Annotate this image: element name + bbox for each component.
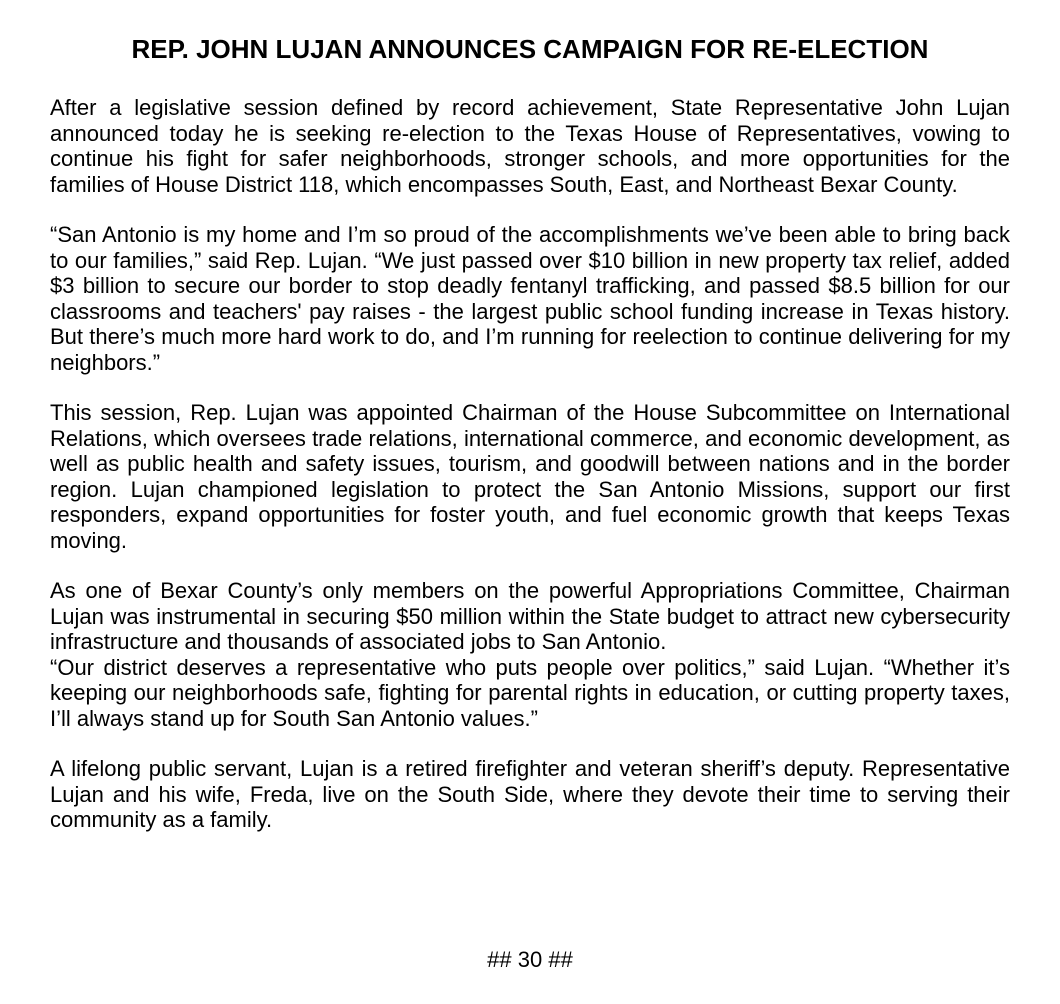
end-marker: ## 30 ## [487,947,573,972]
paragraph-gap [50,553,1010,578]
press-release-body [50,95,1010,833]
paragraph-gap [50,197,1010,222]
press-release-page [50,30,1010,833]
page-title: REP. JOHN LUJAN ANNOUNCES CAMPAIGN FOR RE-ELECTION [131,34,929,64]
paragraph-biography: A lifelong public servant, Lujan is a retired firefighter and veteran sheriff’s deputy. Representative Lujan and his wife, Freda, live on the South Side, where they devote their time to serving their community as a family. [50,756,1010,832]
paragraph-announcement: After a legislative session defined by record achievement, State Representative John Lujan announced today he is seeking re-election to the Texas House of Representatives, vowing to continue his fight for safer neighborhoods, stronger schools, and more opportunities for the families of House District 118, which encompasses South, East, and Northeast Bexar County. [50,95,1010,197]
paragraph-gap [50,375,1010,400]
paragraph-quote-accomplishments: “San Antonio is my home and I’m so proud of the accomplishments we’ve been able to bring back to our families,” said Rep. Lujan. “We just passed over $10 billion in new property tax relief, added $3 billion to secure our border to stop deadly fentanyl trafficking, and passed $8.5 billion for our classrooms and teachers' pay raises - the largest public school funding increase in Texas history. But there’s much more hard work to do, and I’m running for reelection to continue delivering for my neighbors.” [50,222,1010,375]
paragraph-quote-district: “Our district deserves a representative who puts people over politics,” said Lujan. “Whether it’s keeping our neighborhoods safe, fighting for parental rights in education, or cutting property taxes, I’ll always stand up for South San Antonio values.” [50,654,1010,731]
paragraph-appropriations: As one of Bexar County’s only members on the powerful Appropriations Committee, Chairman Lujan was instrumental in securing $50 million within the State budget to attract new cybersecurity infrastructure and thousands of associated jobs to San Antonio. [50,578,1010,654]
paragraph-subcommittee: This session, Rep. Lujan was appointed Chairman of the House Subcommittee on International Relations, which oversees trade relations, international commerce, and economic development, as well as public health and safety issues, tourism, and goodwill between nations and in the border region. Lujan championed legislation to protect the San Antonio Missions, support our first responders, expand opportunities for foster youth, and fuel economic growth that keeps Texas moving. [50,400,1010,553]
paragraph-gap [50,731,1010,756]
